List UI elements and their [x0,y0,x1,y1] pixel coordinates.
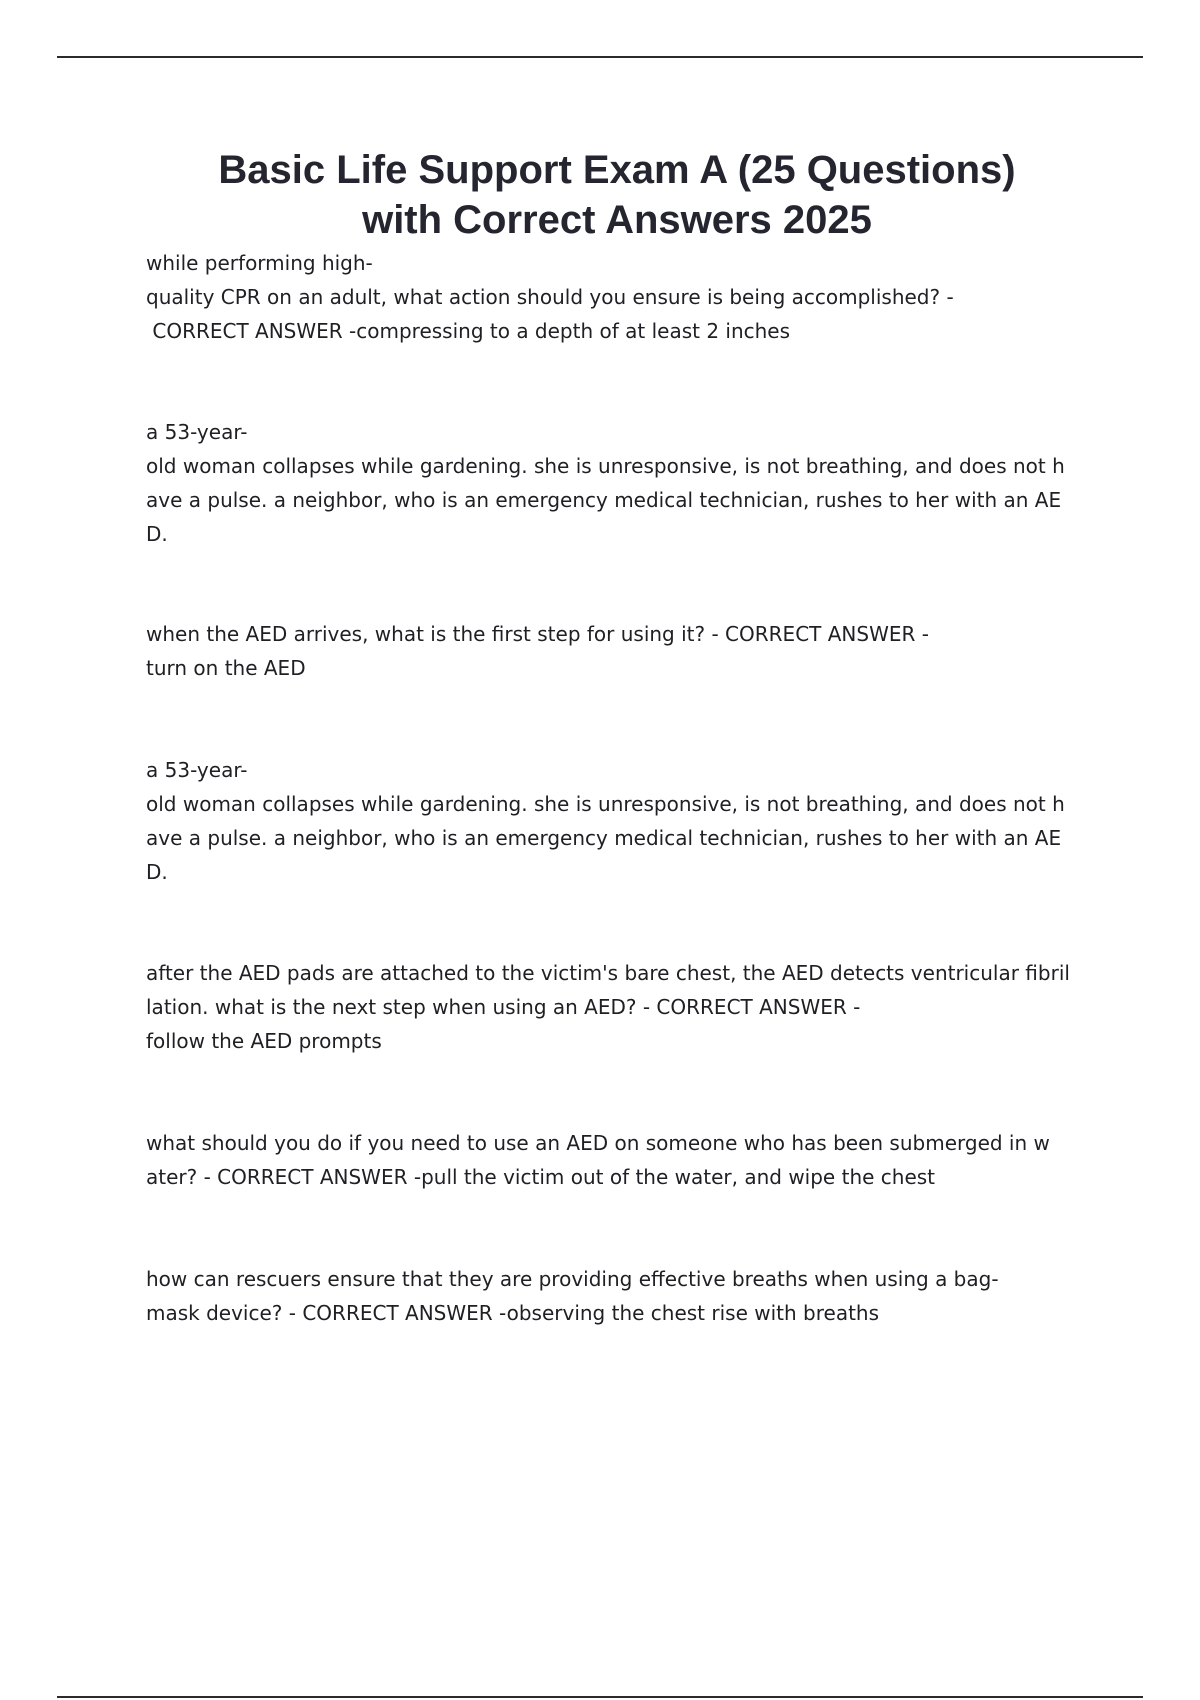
title-line-1: Basic Life Support Exam A (25 Questions) [218,148,1016,192]
qa-line: old woman collapses while gardening. she is unresponsive, is not breathing, and does not h [146,792,1065,816]
page-title [0,145,1200,245]
qa-line: mask device? - CORRECT ANSWER -observing the chest rise with breaths [146,1301,880,1325]
qa-line: turn on the AED [146,656,306,680]
qa-line: a 53-year- [146,758,248,782]
qa-line: D. [146,522,168,546]
qa-block-7 [146,1262,1086,1330]
qa-block-5 [146,956,1086,1058]
qa-line: lation. what is the next step when using an AED? - CORRECT ANSWER - [146,995,861,1019]
qa-line: ave a pulse. a neighbor, who is an emergency medical technician, rushes to her with an AE [146,488,1062,512]
qa-block-1 [146,246,1086,348]
qa-line: D. [146,860,168,884]
qa-line: while performing high- [146,251,373,275]
qa-block-4 [146,753,1086,889]
qa-line: CORRECT ANSWER -compressing to a depth of at least 2 inches [146,319,791,343]
bottom-rule [57,1696,1143,1698]
qa-block-6 [146,1126,1086,1194]
title-line-2: with Correct Answers 2025 [362,198,872,242]
qa-line: ater? - CORRECT ANSWER -pull the victim out of the water, and wipe the chest [146,1165,936,1189]
qa-line: when the AED arrives, what is the first step for using it? - CORRECT ANSWER - [146,622,929,646]
qa-line: quality CPR on an adult, what action should you ensure is being accomplished? - [146,285,954,309]
qa-block-2 [146,415,1086,551]
qa-line: ave a pulse. a neighbor, who is an emergency medical technician, rushes to her with an AE [146,826,1062,850]
qa-line: old woman collapses while gardening. she is unresponsive, is not breathing, and does not h [146,454,1065,478]
qa-line: follow the AED prompts [146,1029,382,1053]
qa-line: what should you do if you need to use an AED on someone who has been submerged in w [146,1131,1050,1155]
qa-line: a 53-year- [146,420,248,444]
top-rule [57,56,1143,58]
qa-line: after the AED pads are attached to the victim's bare chest, the AED detects ventricular fibril [146,961,1070,985]
qa-line: how can rescuers ensure that they are providing effective breaths when using a bag- [146,1267,999,1291]
qa-block-3 [146,617,1086,685]
